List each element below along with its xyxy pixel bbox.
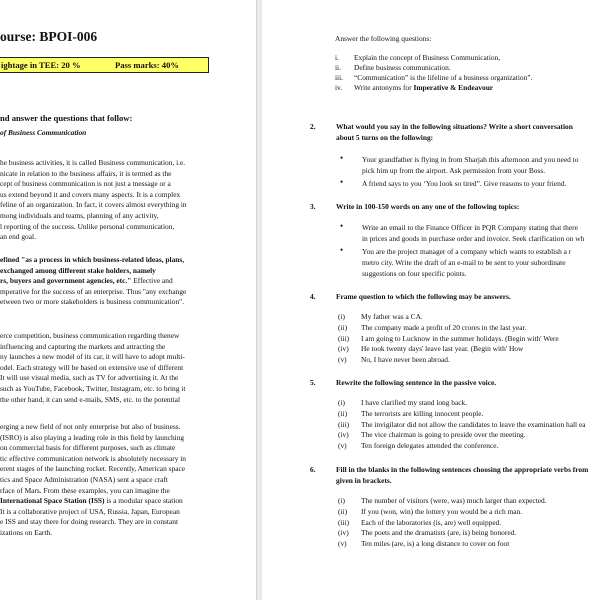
list-item-text: I have clarified my stand long back. bbox=[361, 398, 468, 407]
list-item-num: (iv) bbox=[338, 430, 349, 440]
question-number: 4. bbox=[310, 292, 316, 301]
text-line: ny launches a new model of its car, it will have to adopt multi- bbox=[0, 352, 185, 362]
list-item-text: My father was a CA. bbox=[361, 312, 423, 321]
question-text: Frame question to which the following may be answers. bbox=[336, 292, 511, 301]
list-item-text: If you (won, win) the lottery you would be a rich man. bbox=[361, 506, 523, 516]
pass-marks-text: Pass marks: 40% bbox=[115, 60, 179, 70]
bullet-text: metro city. Write the draft of an e-mail to be sent to your subordinate bbox=[362, 258, 566, 267]
text-line: efined "as a process in which business-related ideas, plans, bbox=[0, 255, 185, 264]
text-line: International Space Station (ISS) is a modular space station bbox=[0, 496, 183, 506]
question-text: given in brackets. bbox=[336, 476, 392, 485]
text-line: erce competition, business communication regarding thenew bbox=[0, 331, 180, 340]
list-item-text: I am going to Lucknow in the summer holidays. (Begin with' Were bbox=[361, 333, 559, 343]
text-line: (ISRO) is also playing a leading role in this field by launching bbox=[0, 432, 185, 442]
list-item-num: (i) bbox=[338, 312, 345, 321]
q1-item-num: iv. bbox=[335, 83, 343, 92]
text-line: l reporting of the success. Unlike personal communication, bbox=[0, 221, 175, 231]
course-title: ourse: BPOI-006 bbox=[0, 29, 98, 44]
list-item-text: The vice chairman is going to preside over the meeting. bbox=[361, 430, 526, 440]
list-item-text: The company made a profit of 20 crores in the last year. bbox=[361, 322, 527, 332]
section-title: of Business Communication bbox=[0, 128, 87, 137]
q1-item-num: ii. bbox=[335, 63, 341, 72]
right-page bbox=[262, 0, 600, 600]
bullet-text: in prices and goods in purchase order and invoice. Seek clarification on wh bbox=[362, 234, 585, 243]
q1-item-text: Write antonyms for Imperative & Endeavour bbox=[354, 83, 494, 92]
text-line: odel. Each strategy will be based on extensive use of different bbox=[0, 362, 184, 372]
text-line: erent stages of the launching rocket. Recently, American space bbox=[0, 464, 186, 474]
weightage-box bbox=[0, 57, 209, 73]
text-line: exchanged among different stake holders, namely bbox=[0, 265, 156, 275]
question-text: about 5 turns on the following: bbox=[336, 133, 434, 142]
q1-item-num: iii. bbox=[335, 73, 344, 82]
question-text: Fill in the blanks in the following sentences choosing the appropriate verbs from bbox=[336, 465, 589, 474]
list-item-num: (iii) bbox=[338, 517, 350, 527]
text-line: us extend beyond it and covers many aspects. It is a complex bbox=[0, 189, 181, 199]
list-item-num: (iii) bbox=[338, 419, 350, 429]
q1-item-num: i. bbox=[335, 53, 339, 62]
text-line: an end goal. bbox=[0, 232, 36, 242]
text-line: izations on Earth. bbox=[0, 528, 52, 537]
bullet-icon: • bbox=[340, 177, 344, 187]
q1-bold-term: Imperative & Endeavour bbox=[413, 83, 494, 92]
list-item-text: The terrorists are killing innocent people. bbox=[361, 408, 484, 418]
bullet-text: Write an email to the Finance Officer in PQR Company stating that there bbox=[362, 223, 578, 232]
question-number: 2. bbox=[310, 122, 316, 131]
list-item-text: Each of the laboratories (is, are) well equipped. bbox=[361, 517, 502, 527]
text-line: etween two or more stakeholders is business communication". bbox=[0, 297, 185, 307]
list-item-num: (i) bbox=[338, 496, 345, 505]
list-item-num: (ii) bbox=[338, 322, 348, 332]
q1-item-text: “Communication” is the lifeline of a business organization”. bbox=[354, 73, 533, 82]
list-item-num: (v) bbox=[338, 355, 347, 365]
text-line: tic effective communication network is absolutely necessary in bbox=[0, 453, 187, 463]
list-item-text: He took twenty days' leave last year. (Begin with' How bbox=[361, 344, 524, 354]
text-line: It will use visual media, such as TV for advertising it. At the bbox=[0, 373, 179, 383]
list-item-text: Ten foreign delegates attended the conference. bbox=[361, 441, 499, 451]
text-line: rface of Mars. From these examples, you can imagine the bbox=[0, 485, 170, 495]
instruction-heading: nd answer the questions that follow: bbox=[0, 113, 133, 123]
q1-item-text: Define business communication. bbox=[354, 63, 451, 72]
list-item-num: (ii) bbox=[338, 506, 348, 516]
question-number: 6. bbox=[310, 465, 316, 474]
text-line: It is a collaborative project of USA, Russia, Japan, European bbox=[0, 506, 180, 516]
list-item-num: (v) bbox=[338, 441, 347, 451]
bullet-icon: • bbox=[340, 153, 344, 163]
list-item-text: No, I have never been abroad. bbox=[361, 355, 450, 365]
bullet-text: You are the project manager of a company which wants to establish a r bbox=[362, 247, 572, 256]
list-item-num: (iv) bbox=[338, 344, 349, 354]
text-line: he business activities, it is called Business communication, i.e. bbox=[0, 158, 186, 167]
text-line: the other hand, it can send e-mails, SMS, etc. to the potential bbox=[0, 394, 181, 404]
text-line: on commercial basis for different purposes, such as climate bbox=[0, 443, 176, 453]
question-number: 3. bbox=[310, 202, 316, 211]
text-line: mong individuals and teams, planning of any activity, bbox=[0, 211, 159, 220]
q1-intro: Answer the following questions: bbox=[335, 34, 432, 43]
list-item-text: The invigilator did not allow the candidates to leave the examination hall ea bbox=[361, 419, 586, 429]
text-line: feline of an organization. In fact, it covers almost everything in bbox=[0, 200, 187, 210]
left-page bbox=[0, 0, 256, 600]
list-item-num: (i) bbox=[338, 398, 345, 407]
question-text: What would you say in the following situations? Write a short conversation bbox=[336, 122, 573, 131]
list-item-text: Ten miles (are, is) a long distance to cover on foot bbox=[361, 539, 510, 549]
q1-item-text: Explain the concept of Business Communication, bbox=[354, 53, 501, 62]
text-line: such as YouTube, Facebook, Twitter, Instagram, etc. to bring it bbox=[0, 384, 186, 393]
question-text: Rewrite the following sentence in the passive voice. bbox=[336, 378, 497, 387]
text-line: erging a new field of not only enterprise but also of business. bbox=[0, 422, 181, 431]
text-line: influencing and capturing the markets and attracting the bbox=[0, 341, 166, 351]
bullet-icon: • bbox=[340, 221, 344, 231]
bullet-text: pick him up from the airport. Ask permission from your Boss. bbox=[362, 166, 546, 175]
bullet-icon: • bbox=[340, 245, 344, 255]
bullet-text: suggestions on four specific points. bbox=[362, 269, 467, 278]
text-line: nicate in relation to the business affairs, it is termed as the bbox=[0, 168, 172, 178]
question-text: Write in 100-150 words on any one of the following topics: bbox=[336, 202, 520, 211]
bullet-text: A friend says to you ‘You look so tired”. Give reasons to your friend. bbox=[362, 179, 567, 188]
text-line: rs, buyers and government agencies, etc." Effective and bbox=[0, 276, 173, 286]
list-item-num: (iv) bbox=[338, 528, 349, 538]
list-item-num: (iii) bbox=[338, 333, 350, 343]
text-line: e ISS and stay there for doing research. They are in constant bbox=[0, 517, 178, 527]
list-item-text: The poets and the dramatists (are, is) being honored. bbox=[361, 528, 517, 538]
text-line: mperative for the success of an enterprise. Thus "any exchange bbox=[0, 286, 187, 296]
weightage-text: ightage in TEE: 20 % bbox=[1, 60, 81, 70]
list-item-num: (ii) bbox=[338, 408, 348, 418]
question-number: 5. bbox=[310, 378, 316, 387]
bullet-text: Your grandfather is flying in from Sharjah this afternoon and you need to bbox=[362, 155, 579, 164]
text-line: tics and Space Administration (NASA) sent a space craft bbox=[0, 475, 168, 484]
text-line: cept of business communication is not just a message or a bbox=[0, 179, 171, 189]
list-item-text: The number of visitors (were, was) much larger than expected. bbox=[361, 496, 547, 505]
list-item-num: (v) bbox=[338, 539, 347, 549]
